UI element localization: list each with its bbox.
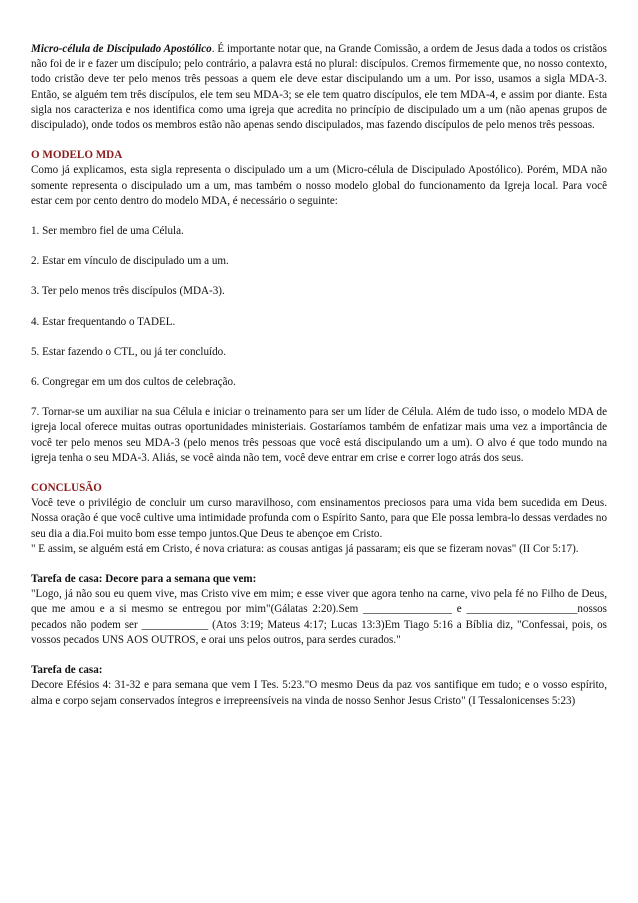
modelo-text: Como já explicamos, esta sigla representa o discipulado um a um (Micro-célula de Discipulado Apostólico). Porém, MDA não somente representa o discipulado um a um, mas também o nosso modelo global do funcionamento da Igreja local. Para você estar cem por cento dentro do modelo MDA, é necessário o seguinte: xyxy=(31,164,607,207)
tarefa1-text-c: nossos pecados não podem ser xyxy=(31,603,607,631)
tarefa1-text-a: "Logo, já não sou eu quem vive, mas Cristo vive em mim; e esse viver que agora tenho na carne, vivo pela fé no Filho de Deus, que me amou e a si mesmo se entregou por mim"(Gálatas 2:20).Sem xyxy=(31,588,607,616)
tarefa1-text-b: e xyxy=(451,603,467,616)
modelo-heading: O MODELO MDA xyxy=(31,149,123,162)
list-item: 1. Ser membro fiel de uma Célula. xyxy=(31,225,184,238)
conclusao-heading: CONCLUSÃO xyxy=(31,482,102,495)
conclusao-text: Você teve o privilégio de concluir um curso maravilhoso, com ensinamentos preciosos para uma vida bem sucedida em Deus. Nossa oração é que você cultive uma intimidade profunda com o Espírito Santo, para que Ele possa lembra-lo dessas verdades no seu dia a dia.Foi muito bom esse tempo juntos.Que Deus te abençoe em Cristo. xyxy=(31,497,607,540)
fill-in-blank: ________________ xyxy=(363,603,452,616)
intro-title: Micro-célula de Discipulado Apostólico xyxy=(31,43,212,55)
fill-in-blank: ____________________ xyxy=(466,603,578,616)
list-item: 5. Estar fazendo o CTL, ou já ter concluído. xyxy=(31,345,227,358)
tarefa2-text: Decore Efésios 4: 31-32 e para semana que vem I Tes. 5:23."O mesmo Deus da paz vos santifique em tudo; e o vosso espírito, alma e corpo sejam conservados íntegros e irrepreensíveis na vinda de nosso Senhor Jesus Cristo" (I Tessalonicenses 5:23) xyxy=(31,679,607,707)
conclusao-quote: " E assim, se alguém está em Cristo, é nova criatura: as cousas antigas já passaram; eis que se fizeram novas" (II Cor 5:17). xyxy=(31,542,579,555)
intro-text: . É importante notar que, na Grande Comissão, a ordem de Jesus dada a todos os cristãos não foi de ir e fazer um discípulo; pelo contrário, a palavra está no plural: discípulos. Cremos firmemente que, no nosso contexto, todo cristão deve ter pelo menos três pessoas a quem ele deve estar discipulando um a um. Por isso, usamos a sigla MDA-3. Então, se alguém tem três discípulos, ele tem seu MDA-3; se ele tem quatro discípulos, ele tem MDA-4, e assim por diante. Esta sigla nos caracteriza e nos identifica como uma igreja que acredita no princípio de discipulado um a um (não apenas grupos de discipulado), onde todos os membros estão não apenas sendo discipulados, mas fazendo discípulos de pelo menos três pessoas. xyxy=(31,43,607,132)
list-item: 2. Estar em vínculo de discipulado um a um. xyxy=(31,255,229,268)
intro-paragraph xyxy=(31,42,607,133)
list-item: 4. Estar frequentando o TADEL. xyxy=(31,315,176,328)
list-item: 3. Ter pelo menos três discípulos (MDA-3). xyxy=(31,285,225,298)
fill-in-blank: ____________ xyxy=(141,618,209,631)
tarefa1-text-d: (Atos 3:19; Mateus 4:17; Lucas 13:3)Em Tiago 5:16 a Bíblia diz, "Confessai, pois, os vossos pecados UNS AOS OUTROS, e orai uns pelos outros, para serdes curados." xyxy=(31,618,607,646)
tarefa1-heading: Tarefa de casa: Decore para a semana que vem: xyxy=(31,573,257,586)
list-item: 6. Congregar em um dos cultos de celebração. xyxy=(31,376,236,389)
tarefa2-heading: Tarefa de casa: xyxy=(31,664,103,677)
list-item: 7. Tornar-se um auxiliar na sua Célula e iniciar o treinamento para ser um líder de Célula. Além de tudo isso, o modelo MDA de igreja local oferece muitas outras oportunidades ministeriais. Gostaríamos também de enfatizar mais uma vez a importância de você ter pelo menos seu MDA-3 (pelo menos três pessoas que você está discipulando um a um). O alvo é que todo mundo na igreja tenha o seu MDA-3. Aliás, se você ainda não tem, você deve entrar em crise e correr logo atrás dos seus. xyxy=(31,406,607,464)
tarefa1-text xyxy=(31,587,607,648)
